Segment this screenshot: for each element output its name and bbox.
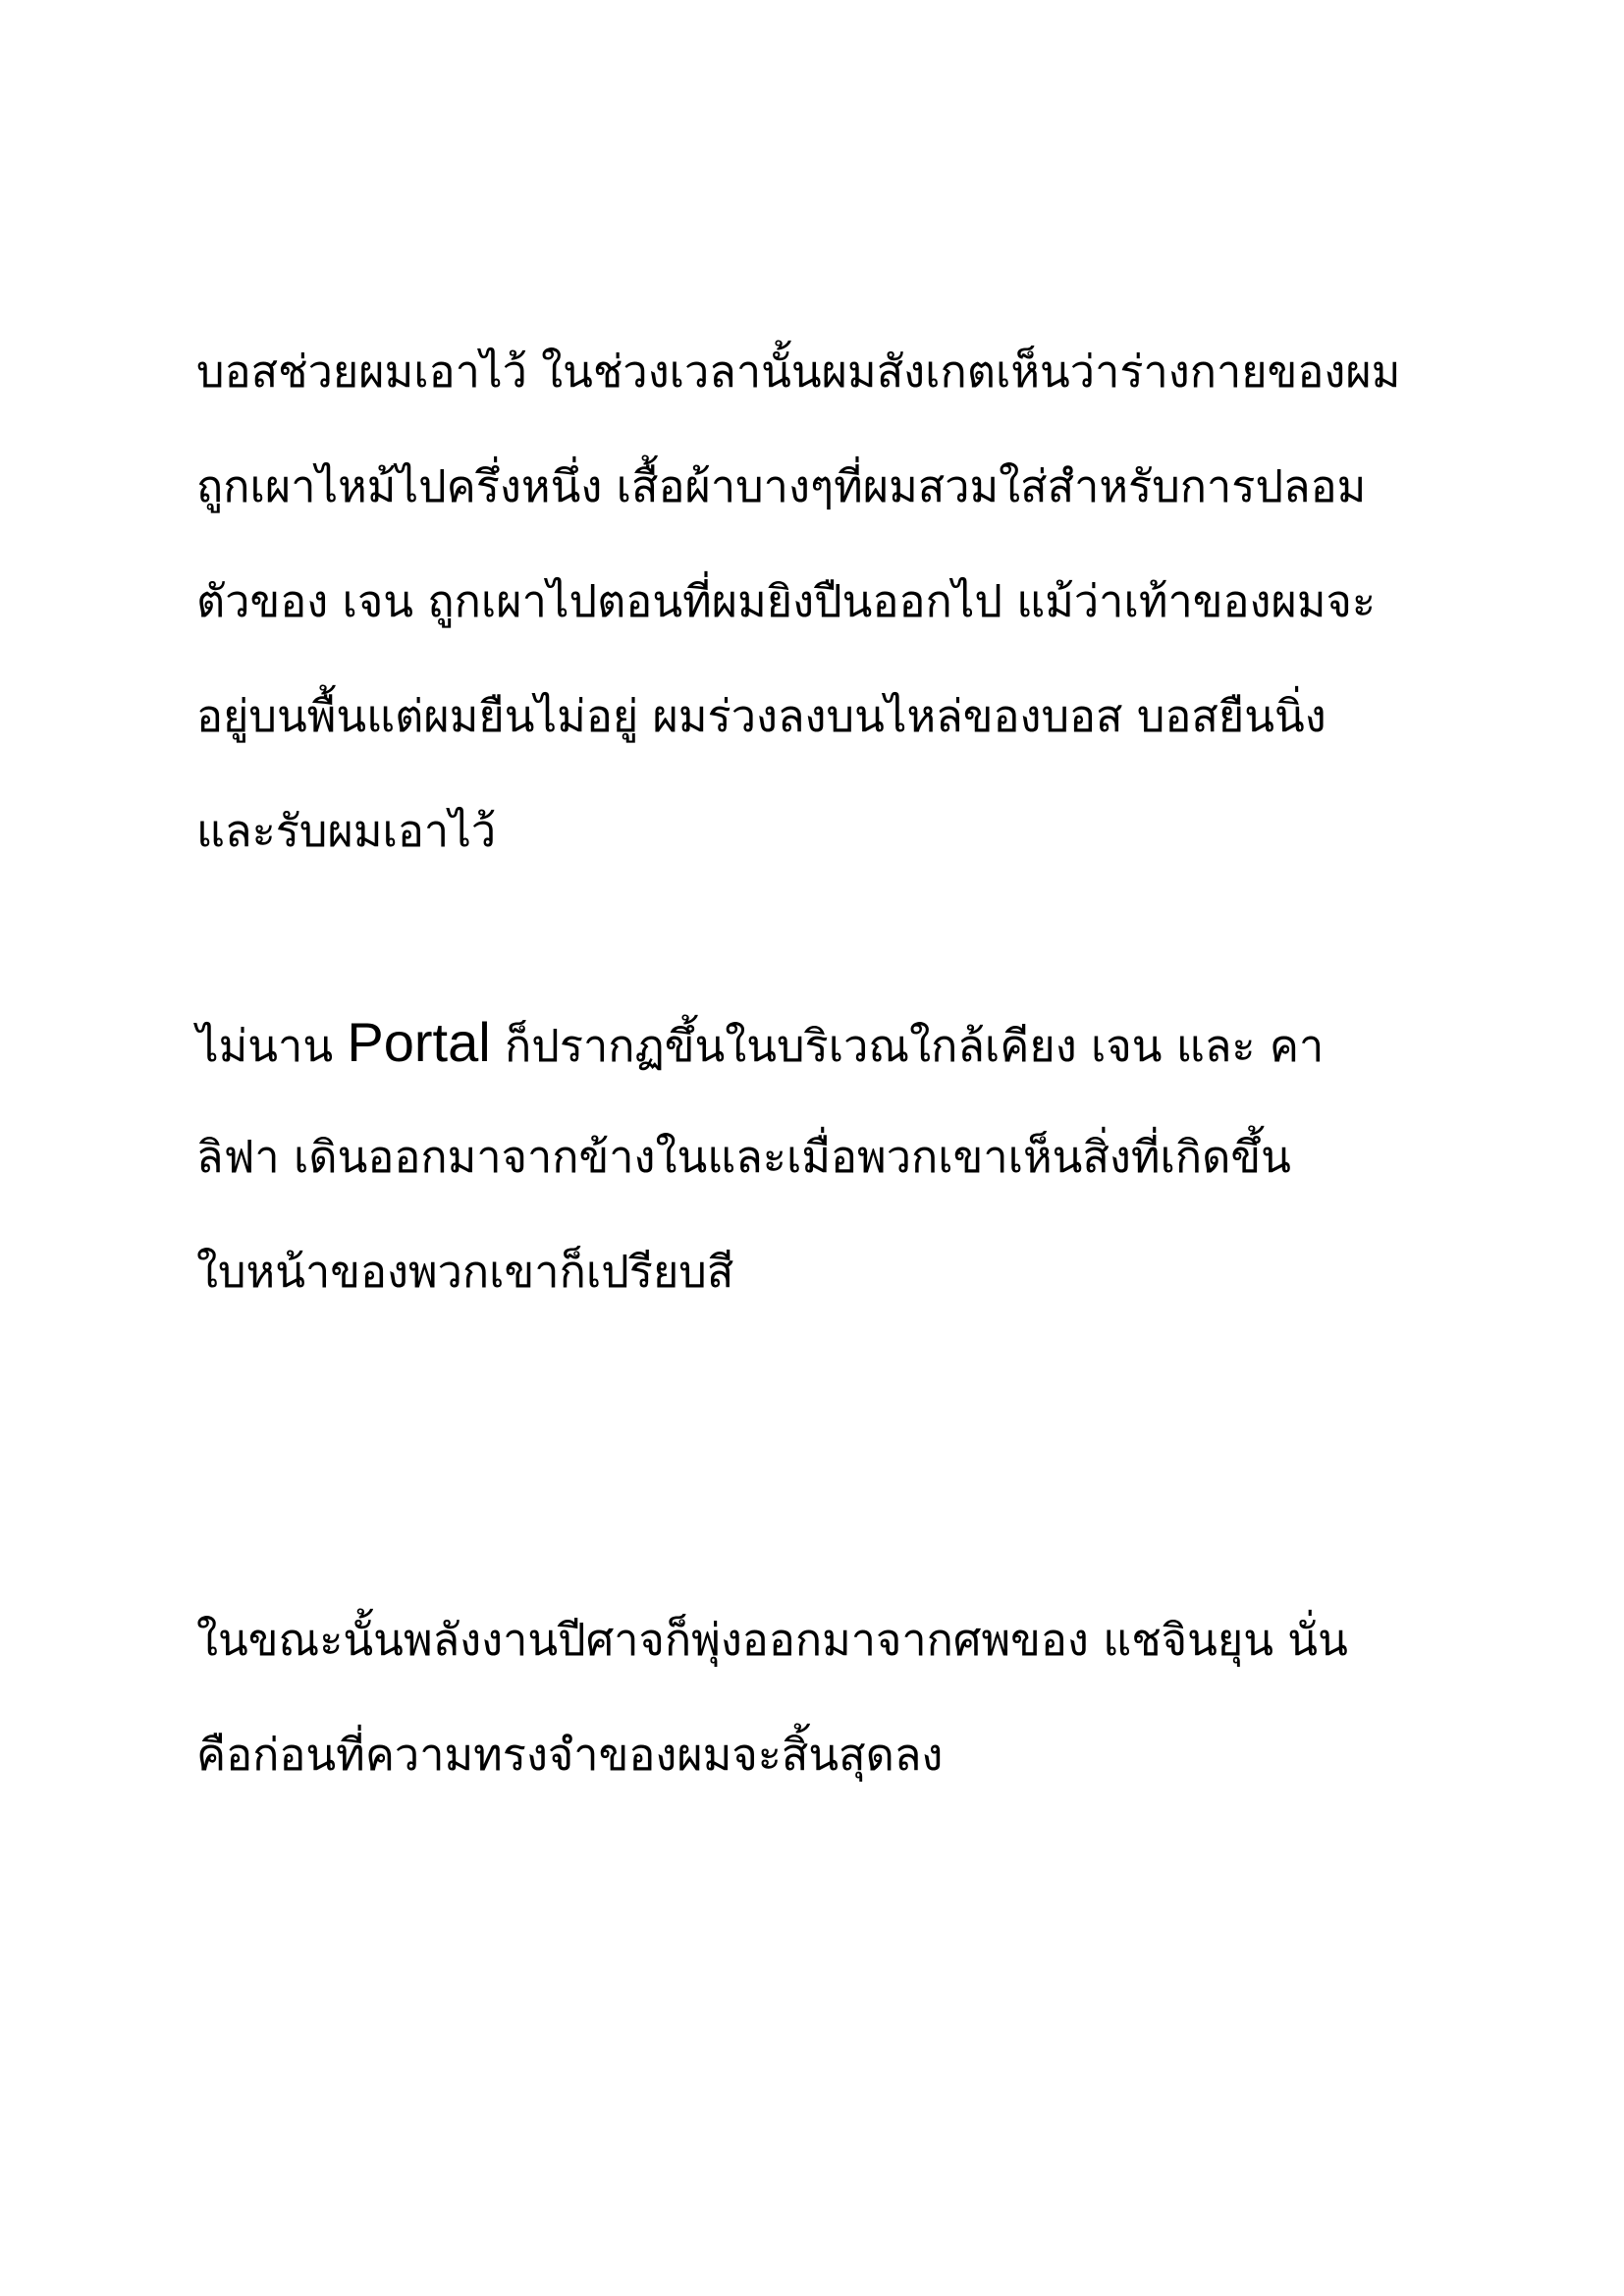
paragraph-1-line-3: ตัวของ เจน ถูกเผาไปตอนที่ผมยิงปืนออกไป แม้ว่าเท้าของผมจะ [196,575,1377,627]
paragraph-1-line-1: บอสช่วยผมเอาไว้ ในช่วงเวลานั้นผมสังเกตเห็นว่าร่างกายของผม [196,346,1401,398]
paragraph-3-line-2: คือก่อนที่ความทรงจำของผมจะสิ้นสุดลง [196,1729,944,1781]
paragraph-1-line-2: ถูกเผาไหม้ไปครึ่งหนึ่ง เสื้อผ้าบางๆที่ผมสวมใส่สำหรับการปลอม [196,460,1367,512]
portal-word: Portal [347,1011,491,1073]
paragraph-2-line-3: ใบหน้าของพวกเขาก็เปรียบสี [196,1246,734,1298]
paragraph-3-line-1: ในขณะนั้นพลังงานปีศาจก็พุ่งออกมาจากศพของ แชจินยุน นั่น [196,1614,1348,1666]
paragraph-1 [196,314,1473,888]
paragraph-3 [196,1582,1473,1812]
paragraph-1-line-5: และรับผมเอาไว้ [196,805,497,857]
paragraph-1-line-4: อยู่บนพื้นแต่ผมยืนไม่อยู่ ผมร่วงลงบนไหล่ของบอส บอสยืนนิ่ง [196,690,1326,742]
paragraph-2-line-1-post: ก็ปรากฏขึ้นในบริเวณใกล้เคียง เจน และ คา [490,1020,1325,1072]
paragraph-2-line-2: ลิฟา เดินออกมาจากข้างในและเมื่อพวกเขาเห็นสิ่งที่เกิดขึ้น [196,1131,1291,1183]
paragraph-2-line-1 [196,985,1473,1099]
paragraph-2-line-1-pre: ไม่นาน [196,1020,348,1072]
paragraph-2 [196,985,1473,1329]
